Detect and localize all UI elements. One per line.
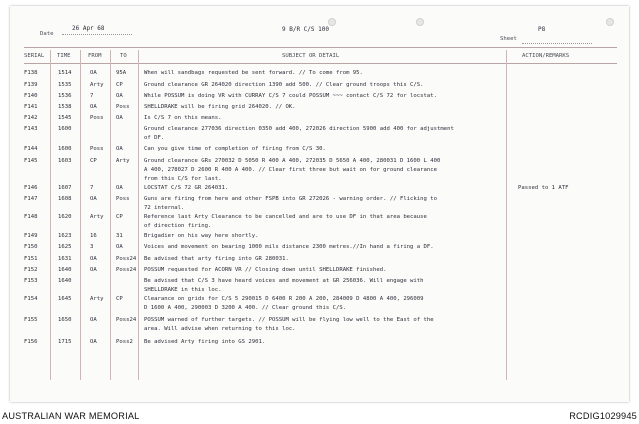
time-cell: 1600 [58, 146, 72, 152]
sheet-underline [522, 43, 592, 44]
detail-line: SHELLDRAKE will be firing grid 264020. // OK. [144, 104, 296, 110]
time-cell: 1650 [58, 317, 72, 323]
serial-cell: F143 [24, 126, 38, 132]
serial-cell: F139 [24, 82, 38, 88]
to-cell: Poss [116, 104, 130, 110]
from-cell: CP [90, 158, 97, 164]
serial-cell: F151 [24, 256, 38, 262]
col-header-remarks: ACTION/REMARKS [522, 53, 570, 59]
detail-line: from this C/S for last. [144, 176, 222, 182]
serial-cell: F149 [24, 233, 38, 239]
detail-line: D 1600 A 400, 290003 D 3200 A 400. // Clear ground this C/S. [144, 305, 347, 311]
time-cell: 1538 [58, 104, 72, 110]
to-cell: Poss2 [116, 339, 133, 345]
from-cell: OA [90, 104, 97, 110]
detail-line: 72 internal. [144, 205, 185, 211]
time-cell: 1603 [58, 158, 72, 164]
detail-line: Be advised Arty firing into GS 2901. [144, 339, 266, 345]
from-cell: OA [90, 339, 97, 345]
serial-cell: F156 [24, 339, 38, 345]
to-cell: OA [116, 185, 123, 191]
col-header-time: TIME [57, 53, 71, 59]
detail-line: Brigadier on his way here shortly. [144, 233, 259, 239]
detail-line: POSSUM warned of further targets. // POSSUM will be flying low well to the East of the [144, 317, 434, 323]
detail-line: Can you give time of completion of firing from C/S 30. [144, 146, 326, 152]
time-cell: 1607 [58, 185, 72, 191]
time-cell: 1514 [58, 70, 72, 76]
serial-cell: F153 [24, 278, 38, 284]
from-cell: Poss [90, 146, 104, 152]
serial-cell: F152 [24, 267, 38, 273]
column-divider [506, 50, 507, 380]
detail-line: LOCSTAT C/S 72 GR 264031. [144, 185, 229, 191]
log-sheet [10, 6, 629, 402]
header-rule-bottom [24, 63, 617, 64]
detail-line: Be advised that arty firing into GR 280031. [144, 256, 289, 262]
detail-line: Is C/S 7 on this means. [144, 115, 222, 121]
detail-line: Guns are firing from here and other FSPB into GR 272026 - warning order. // Flicking to [144, 196, 437, 202]
time-cell: 1620 [58, 214, 72, 220]
detail-line: area. Will advise when returning to this loc. [144, 326, 296, 332]
to-cell: 95A [116, 70, 127, 76]
remarks-cell: Passed to 1 ATF [518, 185, 569, 191]
header-rule-top [24, 47, 617, 48]
time-cell: 1535 [58, 82, 72, 88]
punch-hole [606, 18, 614, 26]
serial-cell: F144 [24, 146, 38, 152]
serial-cell: F155 [24, 317, 38, 323]
to-cell: Arty [116, 158, 130, 164]
detail-line: A 400, 278027 D 2600 R 400 A 400. // Clear first three but wait on for ground clearance [144, 167, 437, 173]
serial-cell: F147 [24, 196, 38, 202]
detail-line: While POSSUM is doing VR with CURRAY C/S 7 could POSSUM ~~~ contact C/S 72 for locstat. [144, 93, 437, 99]
detail-line: of direction firing. [144, 223, 212, 229]
serial-cell: F145 [24, 158, 38, 164]
detail-line: of DF. [144, 135, 165, 141]
serial-cell: F142 [24, 115, 38, 121]
serial-cell: F148 [24, 214, 38, 220]
from-cell: 3 [90, 244, 94, 250]
column-divider [138, 50, 139, 380]
to-cell: OA [116, 93, 123, 99]
to-cell: CP [116, 214, 123, 220]
time-cell: 1645 [58, 296, 72, 302]
serial-cell: F141 [24, 104, 38, 110]
from-cell: OA [90, 256, 97, 262]
detail-line: Ground clearance GR 264020 direction 1390 add 500. // Clear ground troops this C/S. [144, 82, 424, 88]
column-divider [110, 50, 111, 380]
col-header-from: FROM [88, 53, 102, 59]
time-cell: 1623 [58, 233, 72, 239]
punch-hole [416, 18, 424, 26]
time-cell: 1631 [58, 256, 72, 262]
from-cell: Arty [90, 82, 104, 88]
time-cell: 1608 [58, 196, 72, 202]
date-underline [62, 34, 132, 35]
to-cell: OA [116, 146, 123, 152]
from-cell: OA [90, 196, 97, 202]
detail-line: Voices and movement on bearing 1000 mils distance 2300 metres.//In hand a firing a DF. [144, 244, 434, 250]
sheet-label: Sheet [500, 36, 517, 42]
time-cell: 1625 [58, 244, 72, 250]
time-cell: 1640 [58, 267, 72, 273]
time-cell: 1536 [58, 93, 72, 99]
time-cell: 1600 [58, 126, 72, 132]
footer-record-id: RCDIG1029945 [569, 411, 637, 421]
to-cell: CP [116, 296, 123, 302]
from-cell: 7 [90, 93, 94, 99]
to-cell: Poss [116, 196, 130, 202]
detail-line: Be advised that C/S 3 have heard voices and movement at GR 256036. Will engage with [144, 278, 424, 284]
from-cell: Arty [90, 214, 104, 220]
time-cell: 1715 [58, 339, 72, 345]
col-header-serial: SERIAL [24, 53, 45, 59]
time-cell: 1545 [58, 115, 72, 121]
from-cell: OA [90, 267, 97, 273]
detail-line: Ground clearance GRs 270032 D 5050 R 400 A 400, 272035 D 5650 A 400, 280031 D 1600 L 400 [144, 158, 441, 164]
from-cell: Arty [90, 296, 104, 302]
punch-hole [328, 18, 336, 26]
serial-cell: F138 [24, 70, 38, 76]
log-title: 9 B/R C/S 100 [282, 26, 329, 33]
detail-line: When will sandbags requested be sent forward. // To come from 95. [144, 70, 363, 76]
col-header-subject: SUBJECT OR DETAIL [282, 53, 340, 59]
to-cell: CP [116, 82, 123, 88]
date-label: Date [40, 31, 54, 37]
detail-line: Reference last Arty Clearance to be cancelled and are to use DF in that area because [144, 214, 427, 220]
detail-line: SHELLDRAKE in this loc. [144, 287, 222, 293]
to-cell: OA [116, 115, 123, 121]
time-cell: 1640 [58, 278, 72, 284]
to-cell: Poss24 [116, 317, 137, 323]
column-divider [80, 50, 81, 380]
serial-cell: F154 [24, 296, 38, 302]
detail-line: Ground clearance 277036 direction 0350 add 400, 272026 direction 5900 add 400 for adjustment [144, 126, 454, 132]
serial-cell: F150 [24, 244, 38, 250]
serial-cell: F146 [24, 185, 38, 191]
from-cell: OA [90, 317, 97, 323]
to-cell: Poss24 [116, 256, 137, 262]
column-divider [50, 50, 51, 380]
from-cell: 16 [90, 233, 97, 239]
from-cell: Poss [90, 115, 104, 121]
detail-line: Clearance on grids for C/S 5 290015 D 6400 R 200 A 200, 284009 D 4800 A 400, 296009 [144, 296, 424, 302]
from-cell: 7 [90, 185, 94, 191]
to-cell: OA [116, 244, 123, 250]
serial-cell: F140 [24, 93, 38, 99]
detail-line: POSSUM requested for ACORN VR // Closing down until SHELLDRAKE finished. [144, 267, 387, 273]
date-value: 26 Apr 68 [72, 25, 105, 32]
to-cell: 31 [116, 233, 123, 239]
footer-institution: AUSTRALIAN WAR MEMORIAL [2, 411, 140, 421]
col-header-to: TO [120, 53, 127, 59]
sheet-value: P8 [538, 26, 546, 33]
from-cell: OA [90, 70, 97, 76]
to-cell: Poss24 [116, 267, 137, 273]
